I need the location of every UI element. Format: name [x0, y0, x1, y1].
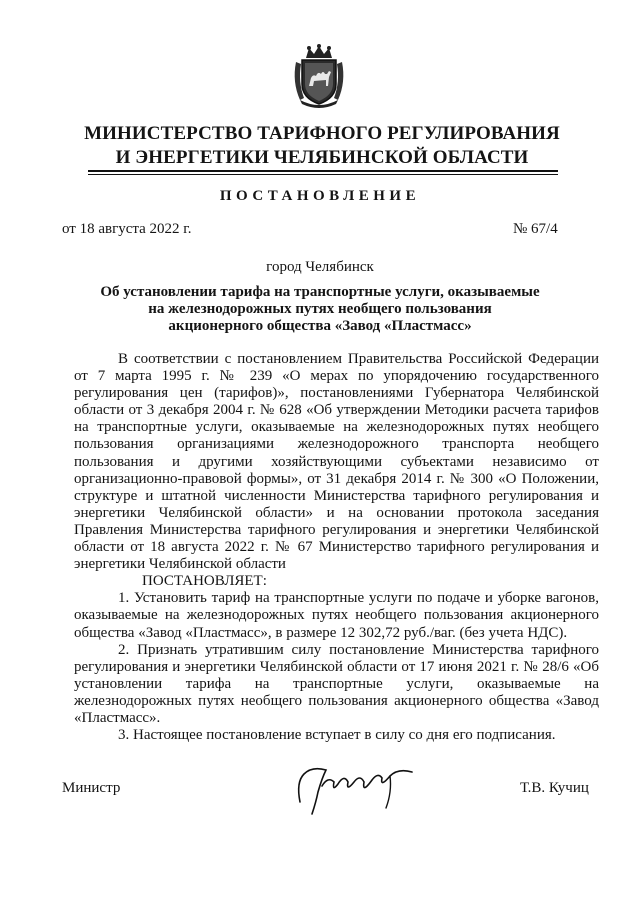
signer-title: Министр [62, 780, 121, 796]
subject-line1: Об установлении тарифа на транспортные услуги, оказываемые [100, 284, 540, 300]
resolution-item-3: 3. Настоящее постановление вступает в силу со дня его подписания. [118, 727, 556, 744]
handwritten-signature [282, 752, 422, 822]
subject-line3: акционерного общества «Завод «Пластмасс» [168, 318, 472, 334]
resolves-heading: ПОСТАНОВЛЯЕТ: [142, 573, 267, 590]
document-subject [90, 284, 550, 335]
signer-name: Т.В. Кучиц [520, 780, 589, 796]
document-body [74, 351, 599, 744]
resolution-item-1: 1. Установить тариф на транспортные услуги по подаче и уборке вагонов, оказываемые на железнодорожных путях необщего пользования акционерного общества «Завод «Пластмасс», в размере 12 302,72 руб./ваг. (без учета НДС). [74, 590, 599, 641]
document-city: город Челябинск [266, 259, 374, 275]
preamble-paragraph: В соответствии с постановлением Правительства Российской Федерации от 7 марта 1995 г. № 239 «О мерах по упорядочению государственного регулирования цен (тарифов)», постановлениями Губернатора Челябинской области от 3 декабря 2004 г. № 628 «Об утверждении Методики расчета тарифов на транспортные услуги, оказываемые на железнодорожных путях необщего пользования организациями железнодорожного транспорта необщего пользования и другими хозяйствующими субъектами независимо от организационно-правовой формы», от 31 декабря 2014 г. № 300 «О Положении, структуре и штатной численности Министерства тарифного регулирования и энергетики Челябинской области» и на основании протокола заседания Правления Министерства тарифного регулирования и энергетики Челябинской области от 18 августа 2022 г. № 67 Министерство тарифного регулирования и энергетики Челябинской области [74, 351, 599, 573]
resolution-item-2: 2. Признать утратившим силу постановление Министерства тарифного регулирования и энергетики Челябинской области от 17 июня 2021 г. № 28/6 «Об установлении тарифа на транспортные услуги, оказываемые на железнодорожных путях необщего пользования акционерного общества «Завод «Пластмасс». [74, 641, 599, 726]
subject-line2: на железнодорожных путях необщего пользования [148, 301, 492, 317]
coat-of-arms-emblem [290, 44, 348, 108]
document-type: ПОСТАНОВЛЕНИЕ [219, 188, 421, 204]
header-rule-thin [88, 174, 558, 175]
header-rule-thick [88, 170, 558, 172]
ministry-name-line1: МИНИСТЕРСТВО ТАРИФНОГО РЕГУЛИРОВАНИЯ [84, 123, 560, 144]
ministry-name-line2: И ЭНЕРГЕТИКИ ЧЕЛЯБИНСКОЙ ОБЛАСТИ [115, 147, 529, 168]
document-date: от 18 августа 2022 г. [62, 221, 192, 237]
ministry-name [40, 122, 604, 170]
document-number: № 67/4 [513, 221, 558, 237]
